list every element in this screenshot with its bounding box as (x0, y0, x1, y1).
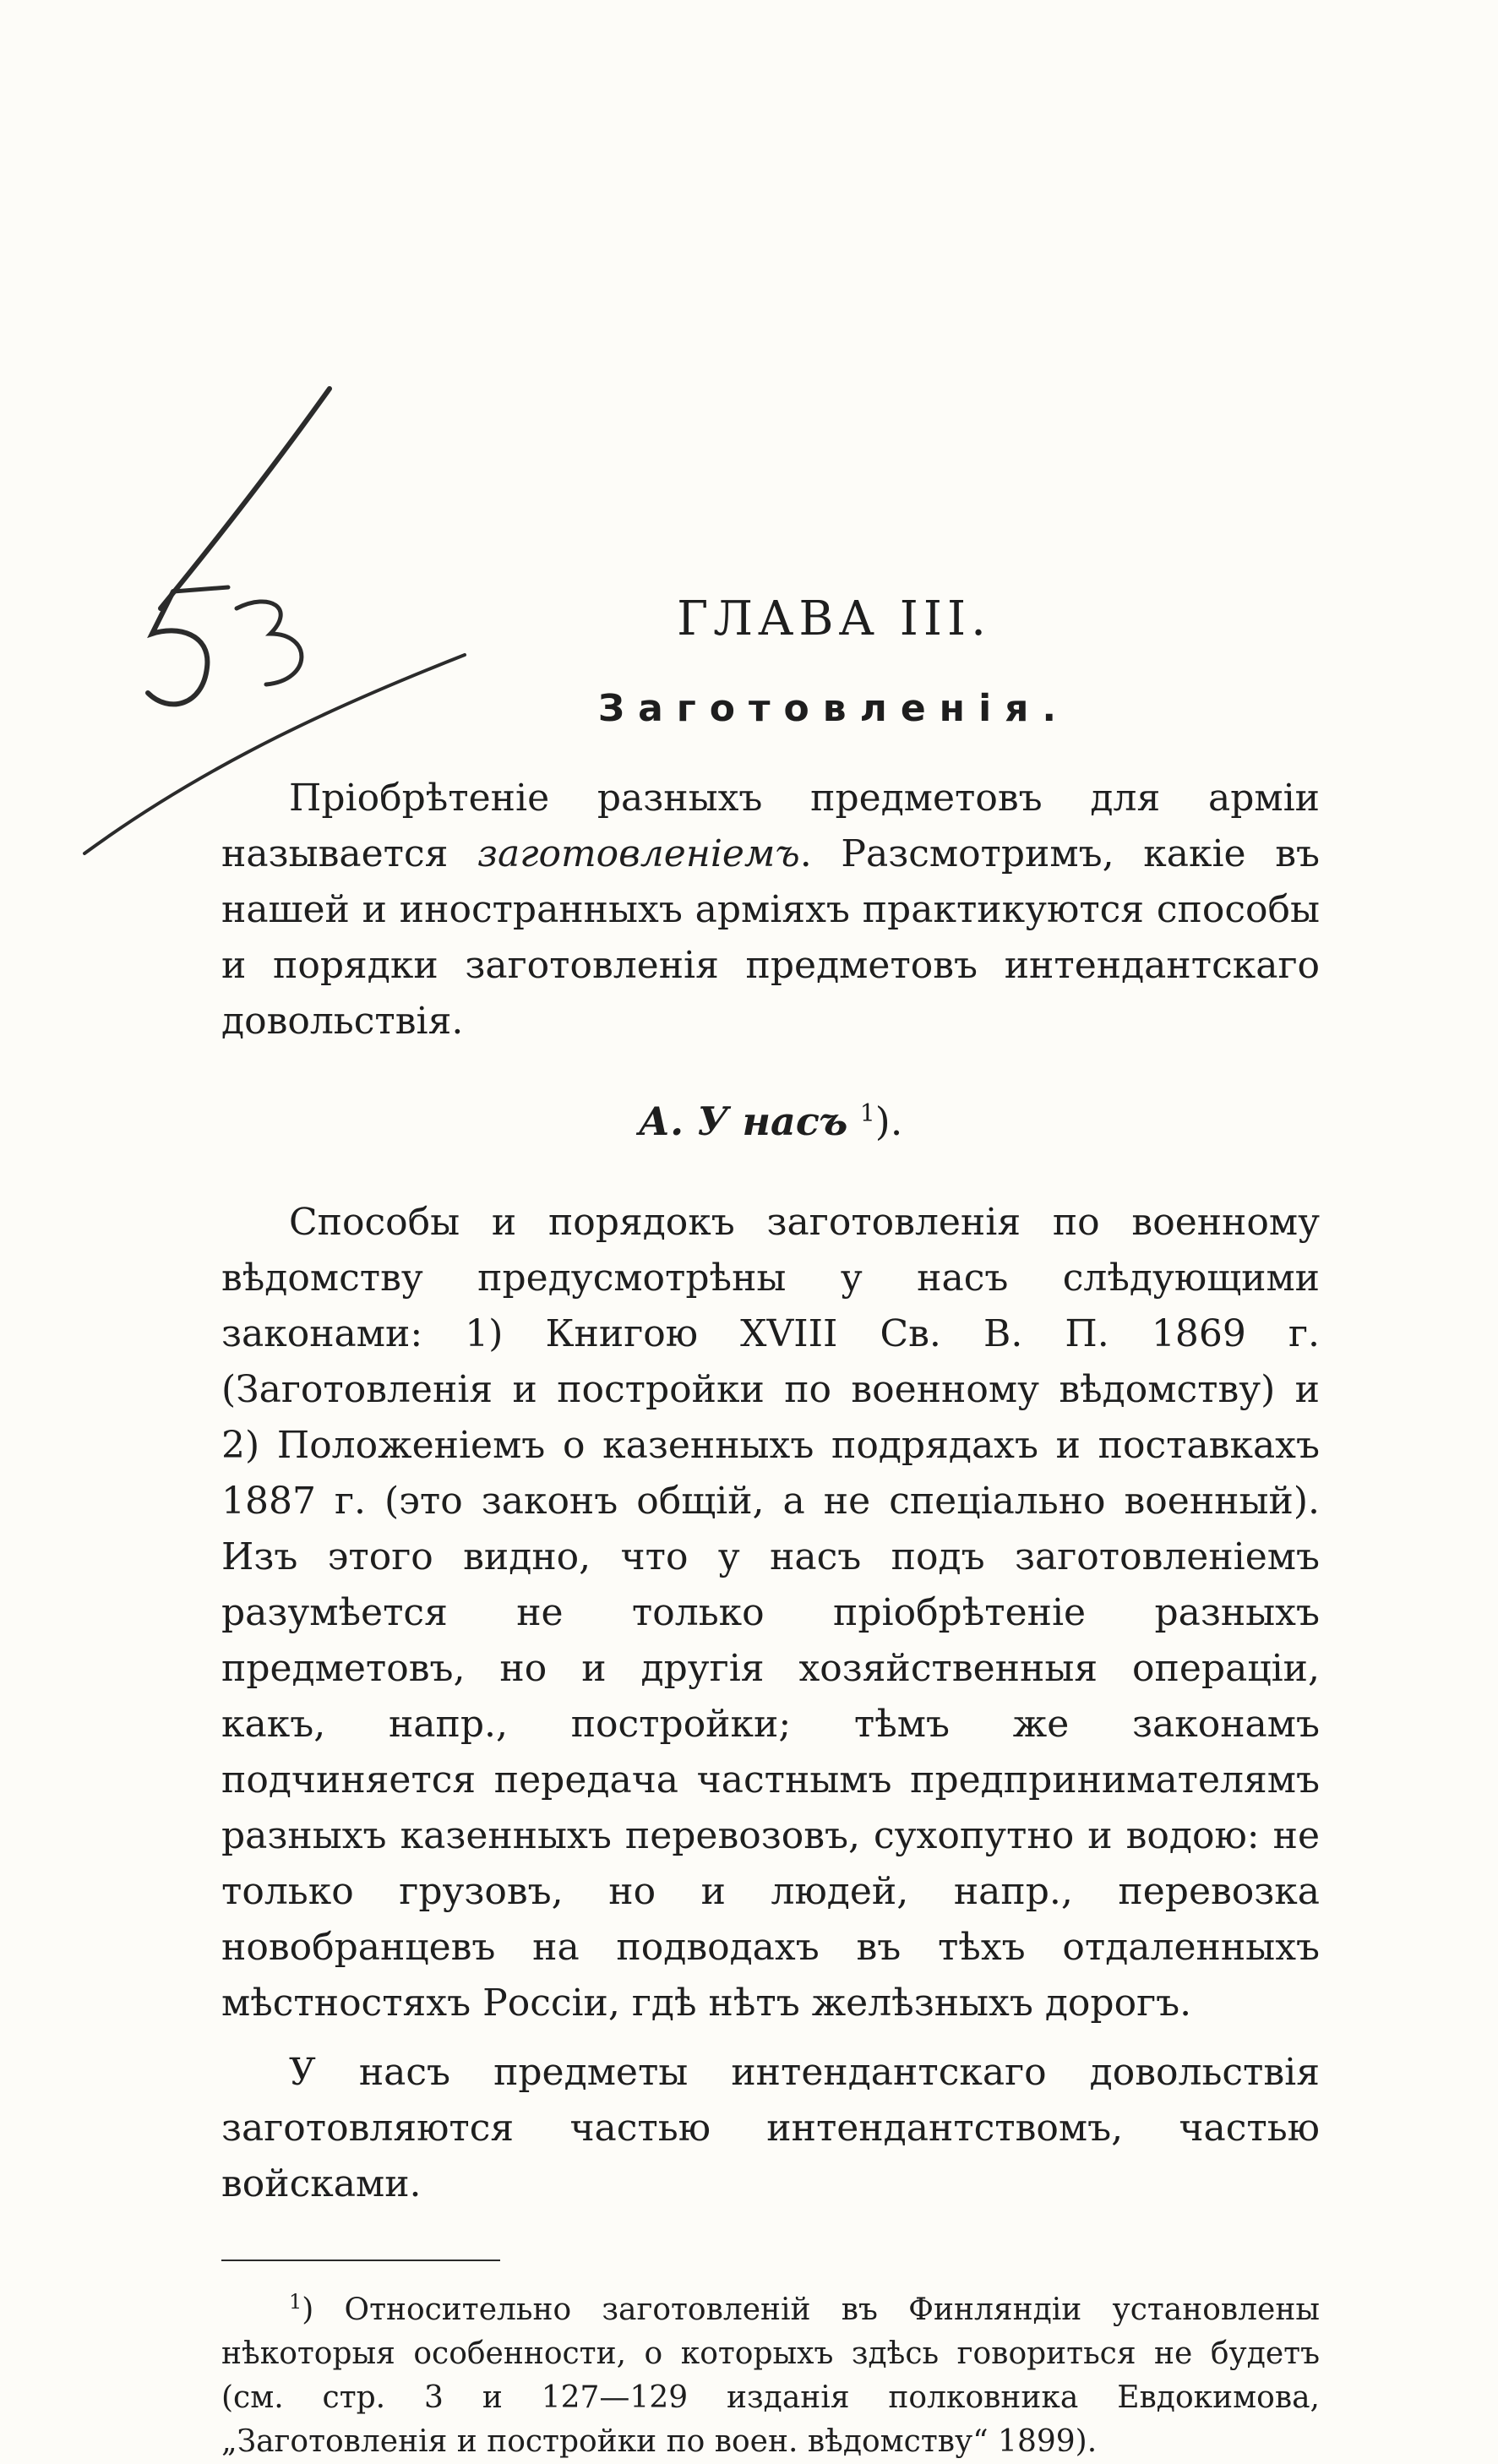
handwritten-digit (148, 591, 207, 704)
chapter-title: ГЛАВА III. (677, 591, 991, 646)
intro-text-after: . Разсмотримъ, какіе въ нашей и иностранныхъ арміяхъ практикуются способы и порядки заготовленія предметовъ интендантскаго довольствія. (221, 832, 1320, 1043)
subsection-closing: ). (874, 1098, 903, 1144)
footnote (221, 2280, 1320, 2464)
body-paragraph-1: Способы и порядокъ заготовленія по военному вѣдомству предусмотрѣны у насъ слѣдующими законами: 1) Книгою XVIII Св. В. П. 1869 г. (Заготовленія и постройки по военному вѣдомству) и 2) Положеніемъ о казенныхъ подрядахъ и поставкахъ 1887 г. (это законъ общій, а не спеціально военный). Изъ этого видно, что у насъ подъ заготовленіемъ разумѣется не только пріобрѣтеніе разныхъ предметовъ, но и другія хозяйственныя операціи, какъ, напр., постройки; тѣмъ же законамъ подчиняется передача частнымъ предпринимателямъ разныхъ казенныхъ перевозовъ, сухопутно и водою: не только грузовъ, но и людей, напр., перевозка новобранцевъ на подводахъ въ тѣхъ отдаленныхъ мѣстностяхъ Россіи, гдѣ нѣтъ желѣзныхъ дорогъ. (221, 1201, 1320, 2025)
footnote-divider (221, 2260, 500, 2261)
intro-paragraph (221, 771, 1320, 1049)
subsection-heading (221, 1098, 1320, 1144)
intro-term: заготовленіемъ (477, 832, 800, 875)
footnote-text: ) Относительно заготовленій въ Финляндіи установлены нѣкоторыя особенности, о которыхъ здѣсь говориться не будетъ (см. стр. 3 и 127—129 изданія полковника Евдокимова, „Заготовленія и постройки по воен. вѣдомству“ 1899). (221, 2292, 1320, 2459)
intro-text-before: Пріобрѣтеніе разныхъ предметовъ для арміи называется (221, 777, 1320, 875)
pencil-stroke (161, 389, 330, 608)
pencil-stroke (173, 587, 228, 591)
body-paragraph-2: У насъ предметы интендантскаго довольствія заготовляются частью интендантствомъ, частью войсками. (221, 2051, 1320, 2205)
footnote-reference: 1 (859, 1098, 875, 1127)
footnote-paragraph (221, 2280, 1320, 2464)
footnote-mark: 1 (289, 2290, 302, 2314)
subsection-label: А. У насъ (638, 1098, 848, 1144)
section-title: Заготовленія. (597, 687, 1070, 730)
page-content (221, 591, 1320, 2464)
